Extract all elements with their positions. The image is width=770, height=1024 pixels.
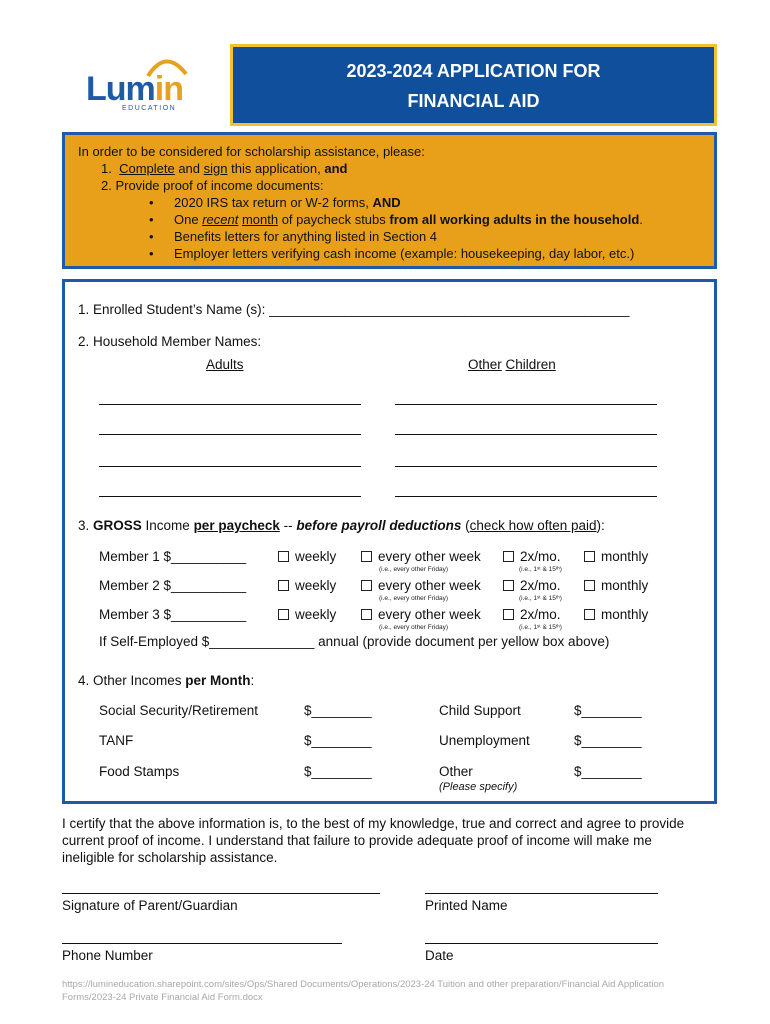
every-other-note: (i.e., every other Friday) — [379, 595, 448, 602]
logo-wordmark: Lumin — [86, 70, 183, 108]
instructions-intro: In order to be considered for scholarship assistance, please: — [78, 144, 425, 159]
checkbox-icon — [361, 580, 372, 591]
social-security-amount[interactable]: $________ — [304, 703, 372, 718]
certify-line-1: I certify that the above information is, to the best of my knowledge, true and correct and agree to provide — [62, 816, 685, 831]
twice-monthly-checkbox[interactable]: 2x/mo. — [503, 578, 561, 593]
phone-label: Phone Number — [62, 948, 153, 963]
bullet-icon: • — [149, 195, 154, 210]
instructions-bullet-3: Benefits letters for anything listed in Section 4 — [174, 229, 438, 244]
other-income-label: Other — [439, 764, 473, 779]
member-amount[interactable]: Member 3 $__________ — [99, 607, 247, 622]
weekly-checkbox[interactable]: weekly — [278, 578, 336, 593]
gross-income-heading: 3. GROSS Income per paycheck -- before payroll deductions (check how often paid): — [78, 518, 605, 533]
unemployment-amount[interactable]: $________ — [574, 733, 642, 748]
checkbox-icon — [584, 551, 595, 562]
instructions-bullet-1: 2020 IRS tax return or W-2 forms, AND — [174, 195, 401, 210]
checkbox-icon — [278, 609, 289, 620]
tanf-label: TANF — [99, 733, 134, 748]
title-line-1: 2023-2024 APPLICATION FOR — [346, 61, 601, 81]
other-children-heading: Other Children — [468, 357, 556, 372]
unemployment-label: Unemployment — [439, 733, 530, 748]
other-incomes-heading: 4. Other Incomes per Month: — [78, 673, 255, 688]
signature-line[interactable] — [62, 893, 380, 894]
child-name-line[interactable] — [395, 496, 657, 497]
printed-name-line[interactable] — [425, 893, 658, 894]
instructions-bullet-2: One recent month of paycheck stubs from all working adults in the household. — [174, 212, 643, 227]
logo-subtitle: EDUCATION — [122, 105, 177, 112]
every-other-note: (i.e., every other Friday) — [379, 624, 448, 631]
lumin-logo — [84, 52, 194, 118]
member-amount[interactable]: Member 1 $__________ — [99, 549, 247, 564]
every-other-week-checkbox[interactable]: every other week — [361, 549, 481, 564]
monthly-checkbox[interactable]: monthly — [584, 578, 648, 593]
date-label: Date — [425, 948, 454, 963]
twice-note: (i.e., 1ˢᵗ & 15ᵗʰ) — [519, 566, 562, 573]
every-other-week-checkbox[interactable]: every other week — [361, 607, 481, 622]
checkbox-icon — [584, 609, 595, 620]
certify-line-3: ineligible for scholarship assistance. — [62, 850, 278, 865]
every-other-note: (i.e., every other Friday) — [379, 566, 448, 573]
signature-label: Signature of Parent/Guardian — [62, 898, 238, 913]
bullet-icon: • — [149, 212, 154, 227]
every-other-week-checkbox[interactable]: every other week — [361, 578, 481, 593]
food-stamps-amount[interactable]: $________ — [304, 764, 372, 779]
twice-monthly-checkbox[interactable]: 2x/mo. — [503, 549, 561, 564]
social-security-label: Social Security/Retirement — [99, 703, 259, 718]
adults-heading: Adults — [206, 357, 244, 372]
title-line-2: FINANCIAL AID — [407, 91, 540, 111]
checkbox-icon — [361, 551, 372, 562]
checkbox-icon — [584, 580, 595, 591]
member-amount[interactable]: Member 2 $__________ — [99, 578, 247, 593]
student-name-field[interactable]: 1. Enrolled Student’s Name (s): ________________________________________________ — [78, 302, 630, 317]
adult-name-line[interactable] — [99, 496, 361, 497]
title-banner — [230, 44, 717, 126]
instructions-bullet-4: Employer letters verifying cash income (example: housekeeping, day labor, etc.) — [174, 246, 635, 261]
printed-name-label: Printed Name — [425, 898, 508, 913]
twice-note: (i.e., 1ˢᵗ & 15ᵗʰ) — [519, 624, 562, 631]
adult-name-line[interactable] — [99, 466, 361, 467]
certify-line-2: current proof of income. I understand that failure to provide adequate proof of income will make me — [62, 833, 652, 848]
self-employed-field[interactable]: If Self-Employed $______________ annual (provide document per yellow box above) — [99, 634, 610, 649]
instructions-box — [62, 132, 717, 269]
child-name-line[interactable] — [395, 404, 657, 405]
weekly-checkbox[interactable]: weekly — [278, 607, 336, 622]
adult-name-line[interactable] — [99, 434, 361, 435]
adult-name-line[interactable] — [99, 404, 361, 405]
child-name-line[interactable] — [395, 434, 657, 435]
checkbox-icon — [503, 609, 514, 620]
checkbox-icon — [278, 580, 289, 591]
url-line-1: https://lumineducation.sharepoint.com/sites/Ops/Shared Documents/Operations/2023-24 Tuition and other preparation/Financial Aid Application — [62, 979, 665, 990]
child-support-label: Child Support — [439, 703, 521, 718]
other-income-note: (Please specify) — [439, 781, 518, 793]
other-income-amount[interactable]: $________ — [574, 764, 642, 779]
weekly-checkbox[interactable]: weekly — [278, 549, 336, 564]
monthly-checkbox[interactable]: monthly — [584, 607, 648, 622]
form-box — [62, 279, 717, 804]
checkbox-icon — [503, 551, 514, 562]
food-stamps-label: Food Stamps — [99, 764, 180, 779]
child-name-line[interactable] — [395, 466, 657, 467]
url-line-2: Forms/2023-24 Private Financial Aid Form.docx — [62, 992, 263, 1003]
bullet-icon: • — [149, 246, 154, 261]
document-url — [62, 978, 722, 1004]
checkbox-icon — [503, 580, 514, 591]
twice-note: (i.e., 1ˢᵗ & 15ᵗʰ) — [519, 595, 562, 602]
phone-line[interactable] — [62, 943, 342, 944]
instructions-step-1: 1. Complete and sign this application, and — [101, 161, 348, 176]
bullet-icon: • — [149, 229, 154, 244]
checkbox-icon — [361, 609, 372, 620]
checkbox-icon — [278, 551, 289, 562]
child-support-amount[interactable]: $________ — [574, 703, 642, 718]
monthly-checkbox[interactable]: monthly — [584, 549, 648, 564]
date-line[interactable] — [425, 943, 658, 944]
household-heading: 2. Household Member Names: — [78, 334, 262, 349]
twice-monthly-checkbox[interactable]: 2x/mo. — [503, 607, 561, 622]
instructions-step-2: 2. Provide proof of income documents: — [101, 178, 324, 193]
tanf-amount[interactable]: $________ — [304, 733, 372, 748]
